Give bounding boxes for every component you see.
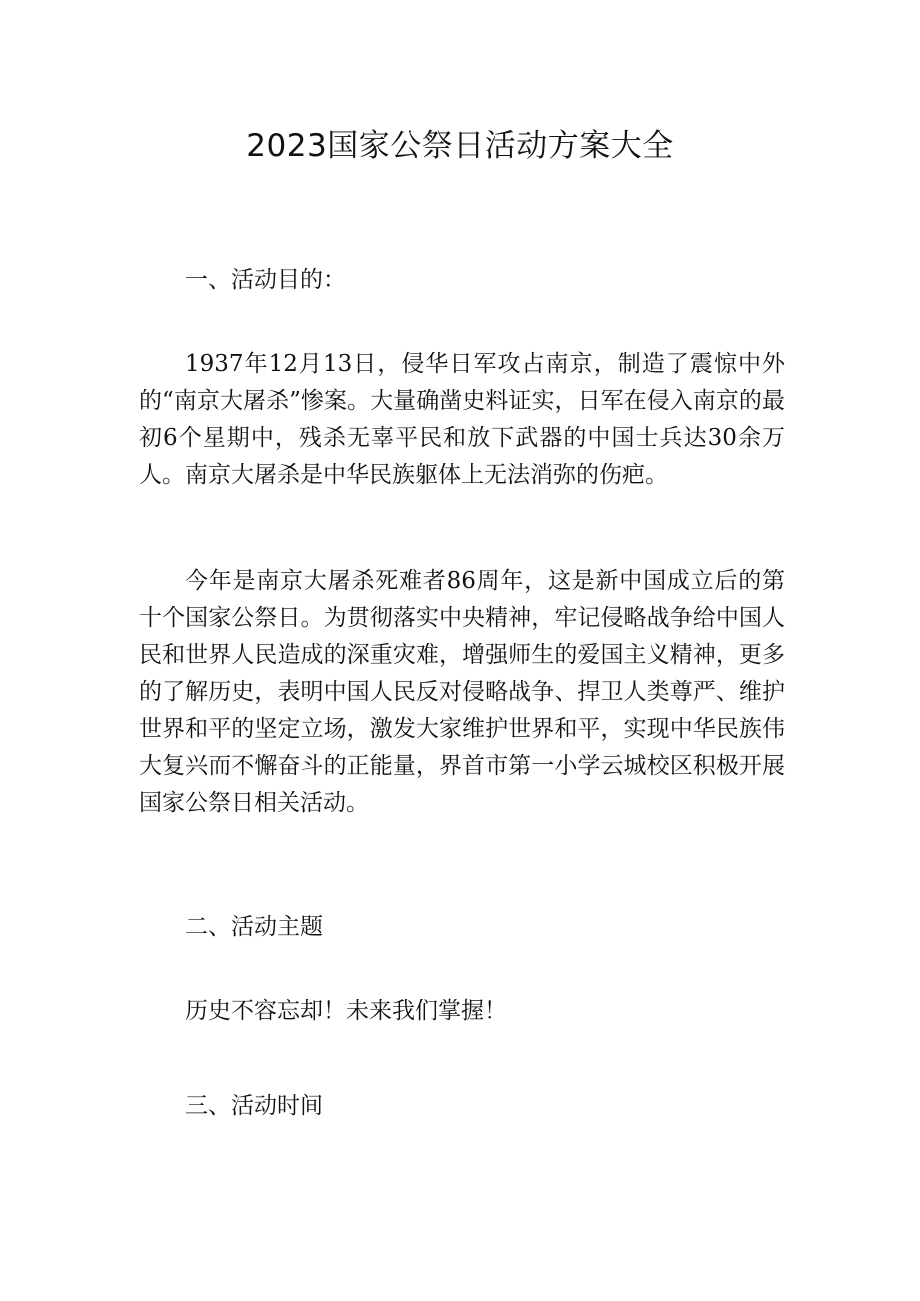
section-heading-purpose: 一、活动目的： bbox=[185, 267, 346, 293]
document-title: 2023国家公祭日活动方案大全 bbox=[246, 128, 674, 164]
paragraph-anniversary: 今年是南京大屠杀死难者86周年，这是新中国成立后的第十个国家公祭日。为贯彻落实中央精神，牢记侵略战争给中国人民和世界人民造成的深重灾难，增强师生的爱国主义精神，更多的了解历史，表明中国人民反对侵略战争、捍卫人类尊严、维护世界和平的坚定立场，激发大家维护世界和平，实现中华民族伟大复兴而不懈奋斗的正能量，界首市第一小学云城校区积极开展国家公祭日相关活动。 bbox=[139, 568, 785, 816]
paragraph-theme: 历史不容忘却！未来我们掌握！ bbox=[185, 998, 507, 1024]
paragraph-history: 1937年12月13日，侵华日军攻占南京，制造了震惊中外的“南京大屠杀”惨案。大量确凿史料证实，日军在侵入南京的最初6个星期中，残杀无辜平民和放下武器的中国士兵达30余万人。南京大屠杀是中华民族躯体上无法消弥的伤疤。 bbox=[139, 351, 785, 488]
section-heading-time: 三、活动时间 bbox=[185, 1093, 323, 1119]
section-heading-theme: 二、活动主题 bbox=[185, 914, 323, 940]
